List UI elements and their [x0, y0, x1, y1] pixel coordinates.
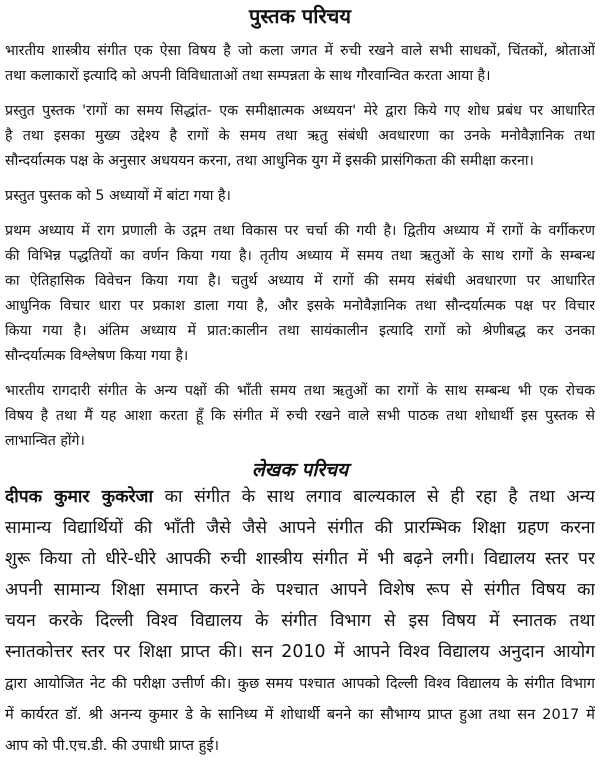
- paragraph: [5, 219, 595, 369]
- text-line: आप को पी.एच.डी. की उपाधी प्राप्त हुई।: [5, 737, 220, 754]
- document-page: [5, 0, 595, 761]
- text-line: प्रथम अध्याय में राग प्रणाली के उद्गम तथा विकास पर चर्चा की गयी है। द्वितीय अध्याय में रागों के वर्गीकरण: [5, 223, 595, 239]
- text-line: सौन्दर्यात्मक विश्लेषण किया गया है।: [5, 348, 189, 364]
- text-line: है तथा इसका मुख्य उद्देश्य है रागों के समय तथा ऋतु संबंधी अवधारणा का उनके मनोवैज्ञानिक तथा: [5, 128, 595, 144]
- paragraph: [5, 99, 595, 174]
- author-intro-section: [5, 482, 595, 761]
- book-intro-heading: पुस्तक परिचय: [249, 4, 351, 28]
- text-line: किया गया है। अंतिम अध्याय में प्रात:कालीन तथा सायंकालीन इत्यादि रागों को श्रेणीबद्ध कर उनका: [5, 323, 595, 339]
- text-line: भारतीय रागदारी संगीत के अन्य पक्षों की भाँती समय तथा ऋतुओं का रागों के साथ सम्बन्ध भी एक रोचक: [5, 383, 595, 399]
- text-line: की विभिन्न पद्धतियों का वर्णन किया गया है। तृतीय अध्याय में समय तथा ऋतुओं के साथ रागों के सम्बन्ध: [5, 248, 595, 264]
- text-line: का ऐतिहासिक विवेचन किया गया है। चतुर्थ अध्याय में रागों की समय संबंधी अवधारणा पर आधारित: [5, 273, 595, 289]
- text-line: विषय है तथा मैं यह आशा करता हूँ कि संगीत में रुची रखने वाले सभी पाठक तथा शोधार्थी इस पुस्तक से: [5, 408, 595, 424]
- text-line: प्रस्तुत पुस्तक को 5 अध्यायों में बांटा गया है।: [5, 188, 231, 204]
- text-line: सामान्य विद्यार्थियों की भाँती जैसे जैसे आपने संगीत की प्रारम्भिक शिक्षा ग्रहण करना: [5, 518, 595, 538]
- text-line: चयन करके दिल्ली विश्व विद्यालय के संगीत विभाग से इस विषय में स्नातक तथा: [5, 611, 595, 631]
- paragraph: [5, 379, 595, 454]
- book-intro-section: [5, 39, 595, 454]
- text-line: लाभान्वित होंगे।: [5, 433, 85, 449]
- author-name: दीपक कुमार कुकरेजा: [5, 487, 153, 507]
- text-line: अपनी सामान्य शिक्षा समाप्त करने के पश्चात आपने विशेष रूप से संगीत विषय का: [5, 580, 595, 600]
- paragraph: [5, 184, 595, 209]
- text-line: स्नातकोत्तर स्तर पर शिक्षा प्राप्त की। सन 2010 में आपने विश्व विद्यालय अनुदान आयोग: [5, 642, 595, 662]
- text-line: [5, 482, 595, 513]
- text-fragment: का संगीत के साथ लगाव बाल्यकाल से ही रहा है तथा अन्य: [152, 487, 595, 507]
- text-line: प्रस्तुत पुस्तक 'रागों का समय सिद्धांत- एक समीक्षात्मक अध्ययन' मेरे द्वारा किये गए शोध प्रबंध पर आधारित: [5, 103, 595, 119]
- text-line: तथा कलाकारों इत्यादि को अपनी विविधाताओं तथा सम्पन्नता के साथ गौरवान्वित करता आया है।: [5, 68, 491, 84]
- text-line: सौन्दर्यात्मक पक्ष के अनुसार अधययन करना, तथा आधुनिक युग में इसकी प्रासंगिकता की समीक्षा करना।: [5, 153, 534, 169]
- text-line: भारतीय शास्त्रीय संगीत एक ऐसा विषय है जो कला जगत में रुची रखने वाले सभी साधकों, चिंतकों, श्रोताओं: [5, 43, 595, 59]
- paragraph: [5, 39, 595, 89]
- text-line: में कार्यरत डॉ. श्री अनन्य कुमार डे के सानिध्य में शोधार्थी बनने का सौभाग्य प्राप्त हुआ तथा सन 2017 में: [5, 706, 595, 723]
- author-intro-heading: लेखक परिचय: [251, 459, 349, 481]
- text-line: शुरू किया तो धीरे-धीरे आपकी रुची शास्त्रीय संगीत में भी बढ़ने लगी। विद्यालय स्तर पर: [5, 549, 595, 569]
- text-line: आधुनिक विचार धारा पर प्रकाश डाला गया है, और इसके मनोवैज्ञानिक तथा सौन्दर्यात्मक पक्ष पर विचार: [5, 298, 595, 314]
- text-line: द्वारा आयोजित नेट की परीक्षा उत्तीर्ण की। कुछ समय पश्चात आपको दिल्ली विश्व विद्यालय के संगीत विभाग: [5, 675, 595, 692]
